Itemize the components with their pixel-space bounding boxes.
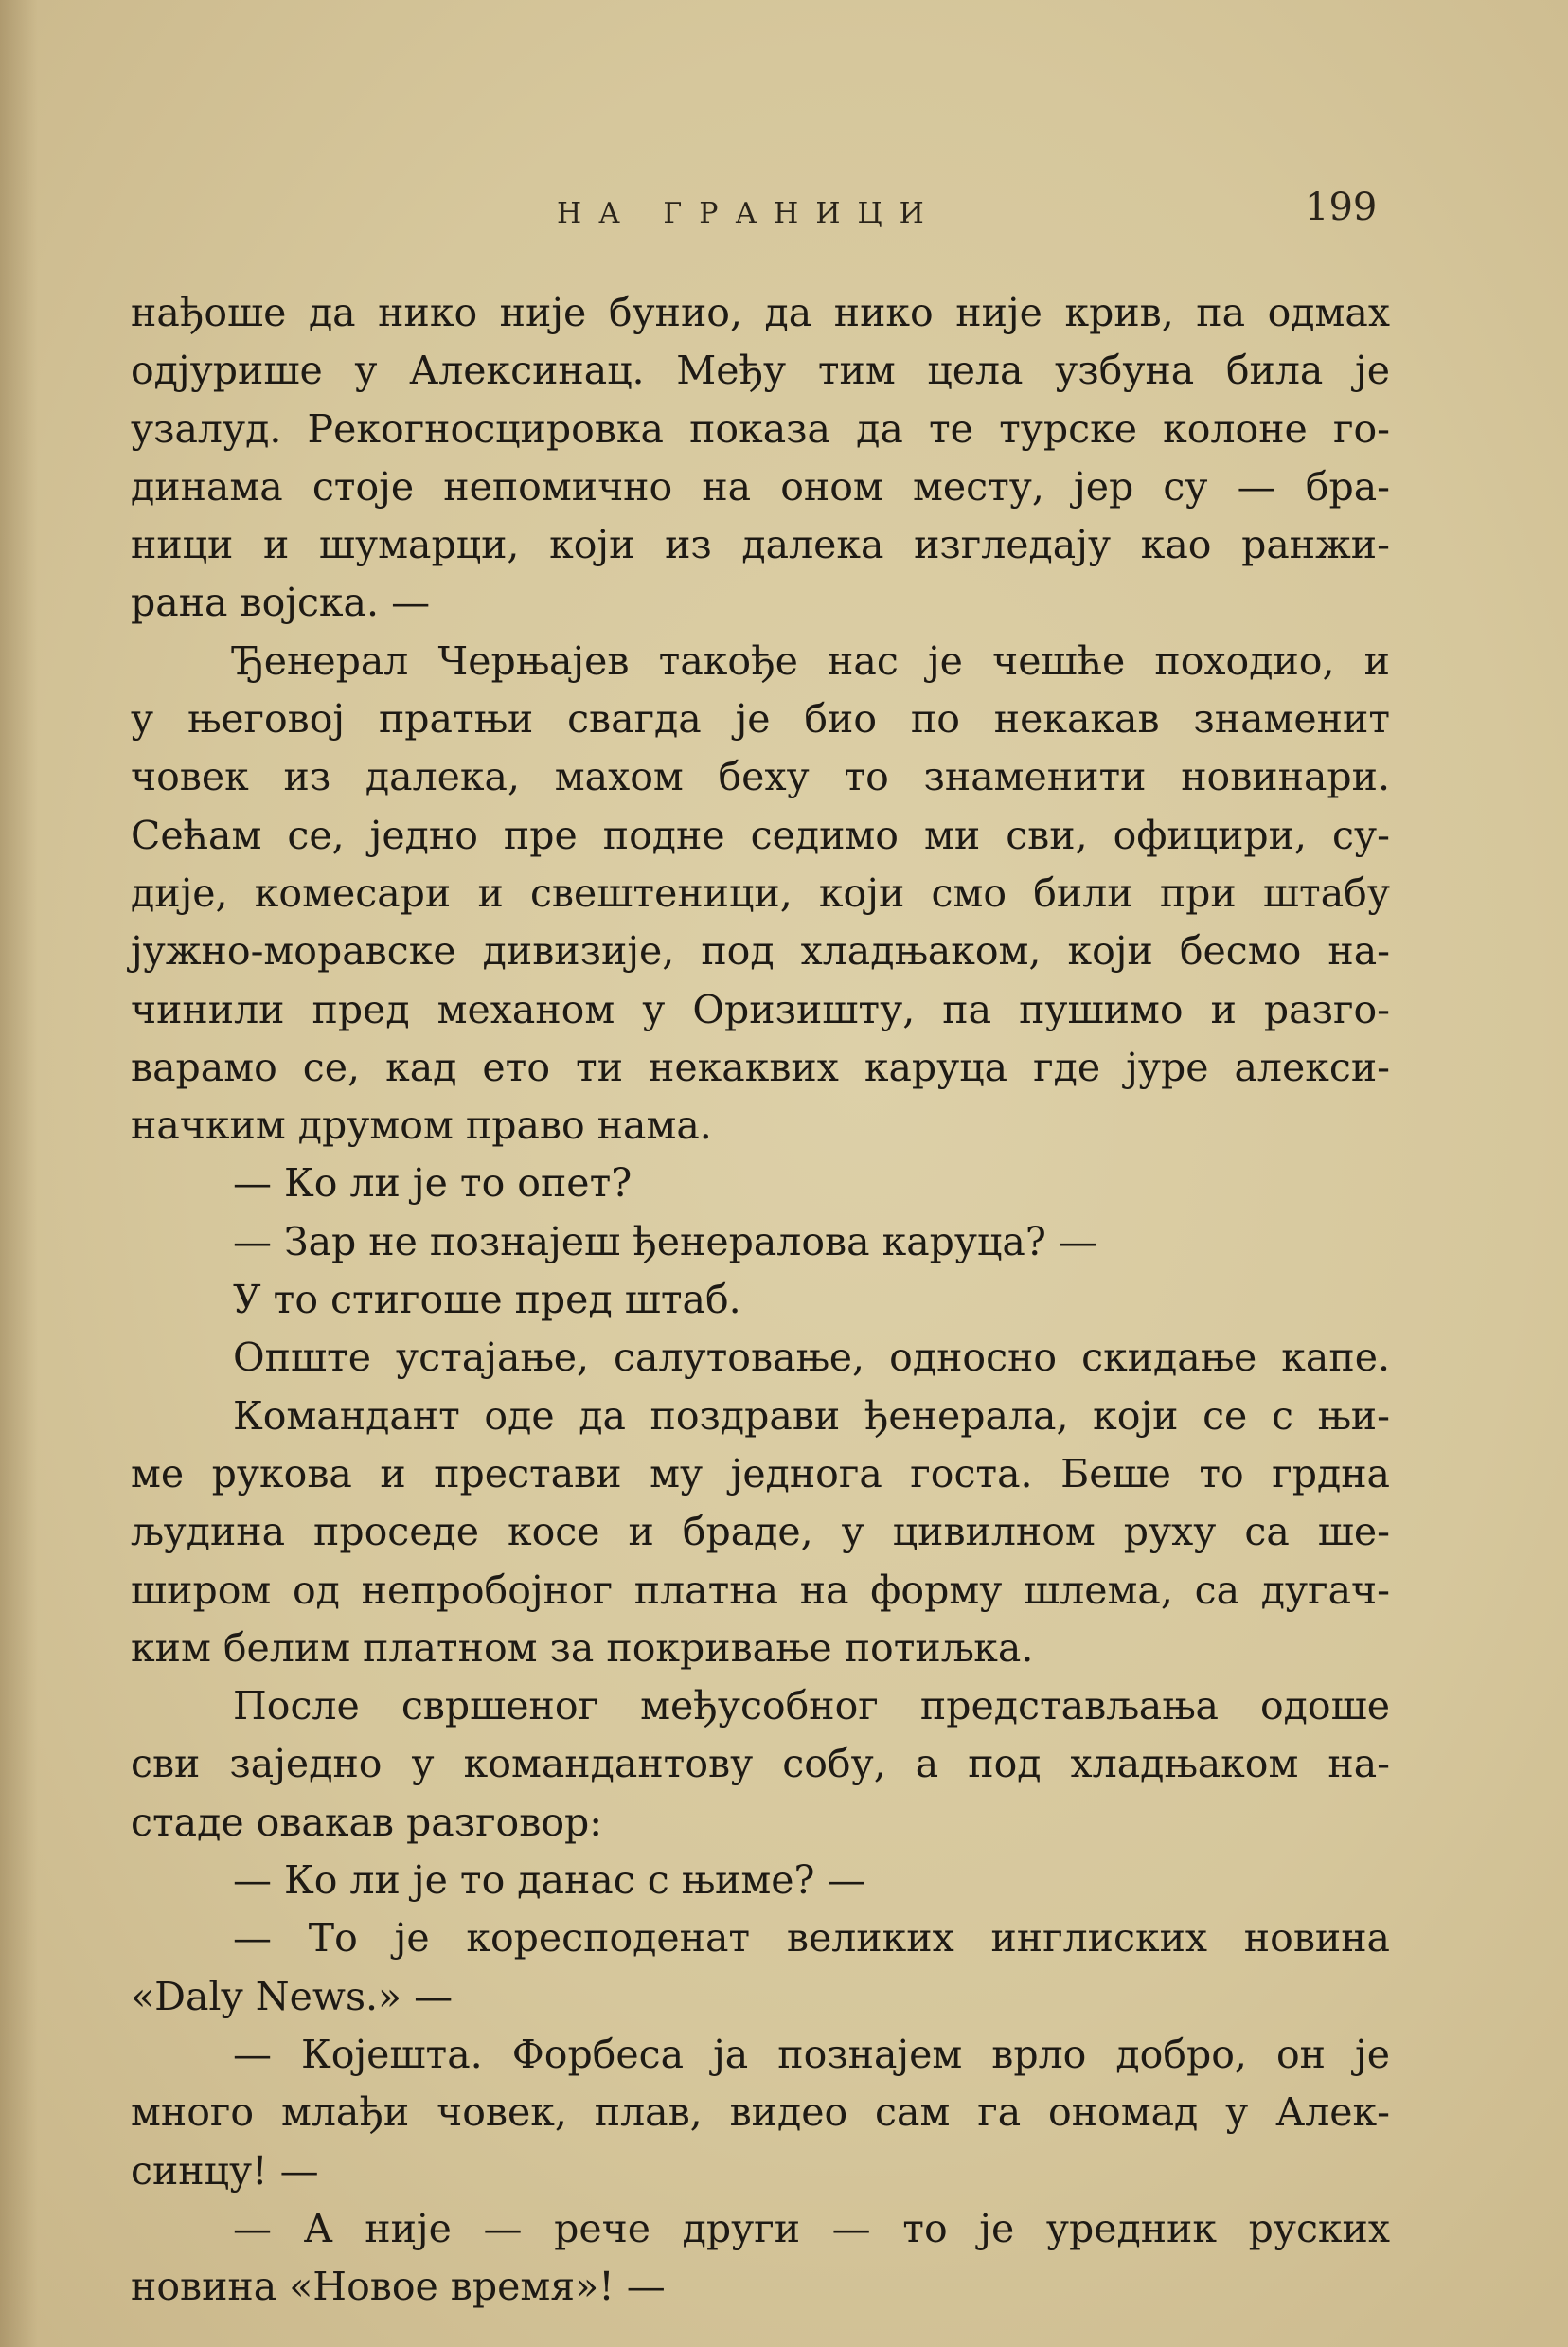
- text-line: После свршеног међусобног представљања одоше: [233, 1683, 1390, 1729]
- text-line: јужно-моравске дивизије, под хладњаком, који бесмо на-: [131, 928, 1390, 975]
- text-line: Опште устајање, салутовање, односно скидање капе.: [233, 1335, 1390, 1381]
- text-line: много млађи човек, плав, видео сам га ономад у Алек-: [131, 2089, 1390, 2136]
- text-line: — Зар не познајеш ђенералова каруца? —: [233, 1218, 1097, 1264]
- text-line: — То је коресподенат великих инглиских новина: [233, 1915, 1390, 1962]
- text-line: сви заједно у командантову собу, а под хладњаком на-: [131, 1741, 1390, 1787]
- text-line: — Којешта. Форбеса ја познајем врло добро, он је: [233, 2031, 1390, 2077]
- text-line: чинили пред механом у Оризишту, па пушимо и разго-: [131, 986, 1390, 1032]
- text-line: — А није — рече други — то је уредник руских: [233, 2205, 1390, 2251]
- text-line: начким друмом право нама.: [131, 1102, 712, 1149]
- body-text: [131, 284, 1390, 2316]
- page-edge-shadow: [0, 0, 38, 2347]
- text-line: људина проседе косе и браде, у цивилном руху са ше-: [131, 1509, 1390, 1555]
- text-line: ким белим платном за покривање потиљка.: [131, 1624, 1034, 1671]
- text-line: одјурише у Алексинац. Међу тим цела узбуна била је: [131, 348, 1390, 394]
- text-line: У то стигоше пред штаб.: [233, 1277, 741, 1323]
- running-header: [0, 186, 1568, 242]
- text-line: стаде овакав разговор:: [131, 1799, 603, 1845]
- text-line: Командант оде да поздрави ђенерала, који се с њи-: [233, 1392, 1390, 1439]
- text-line: динама стоје непомично на оном месту, јер су — бра-: [131, 463, 1390, 510]
- text-line: Сећам се, једно пре подне седимо ми сви, официри, су-: [131, 812, 1390, 858]
- text-line: ме рукова и престави му једнога госта. Беше то грдна: [131, 1450, 1390, 1496]
- text-line: «Daly News.» —: [131, 1973, 454, 2019]
- text-line: Ђенерал Черњајев такође нас је чешће походио, и: [233, 637, 1390, 684]
- text-line: варамо се, кад ето ти некаквих каруца где јуре алекси-: [131, 1044, 1390, 1090]
- text-line: у његовој пратњи свагда је био по некакав знаменит: [131, 696, 1390, 743]
- text-line: широм од непробојног платна на форму шлема, са дугач-: [131, 1567, 1390, 1613]
- text-line: синцу! —: [131, 2147, 319, 2194]
- text-line: човек из далека, махом беху то знаменити новинари.: [131, 754, 1390, 800]
- text-line: — Ко ли је то данас с њиме? —: [233, 1857, 866, 1904]
- text-line: узалуд. Рекогносцировка показа да те турске колоне го-: [131, 405, 1390, 452]
- text-line: — Ко ли је то опет?: [233, 1160, 633, 1207]
- text-line: нађоше да нико није бунио, да нико није крив, па одмах: [131, 290, 1390, 335]
- text-line: дије, комесари и свештеници, који смо били при штабу: [131, 869, 1390, 916]
- text-line: ници и шумарци, који из далека изгледају као ранжи-: [131, 522, 1390, 568]
- text-line: рана војска. —: [131, 580, 431, 626]
- text-line: новина «Новое время»! —: [131, 2264, 666, 2310]
- page-number: 199: [1305, 186, 1378, 229]
- running-title: НА ГРАНИЦИ: [557, 197, 941, 230]
